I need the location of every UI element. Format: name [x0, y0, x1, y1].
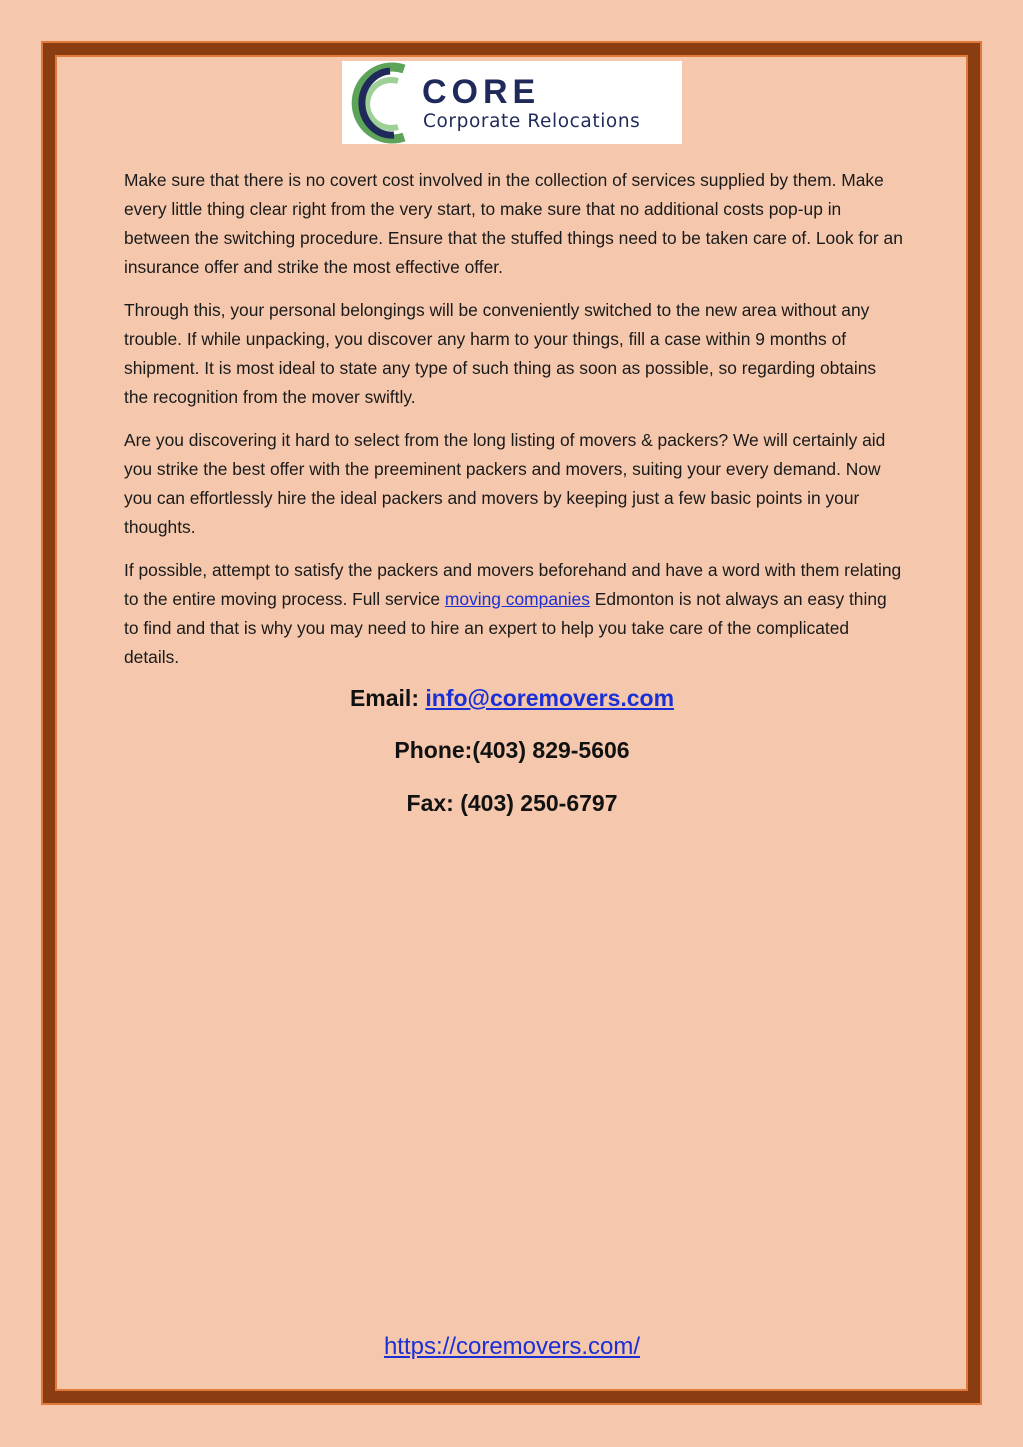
- body-text: [124, 166, 904, 686]
- fax-line: Fax: (403) 250-6797: [406, 790, 618, 816]
- logo-arc-light-green: [367, 80, 398, 128]
- paragraph-2: Through this, your personal belongings will be conveniently switched to the new area without any trouble. If while unpacking, you discover any harm to your things, fill a case within 9 months of shipment. It is most ideal to state any type of such thing as soon as possible, so regarding obtains the recognition from the mover swiftly.: [124, 300, 877, 407]
- phone-line: Phone:(403) 829-5606: [394, 737, 630, 763]
- moving-companies-link[interactable]: moving companies: [444, 589, 590, 609]
- paragraph-4: [124, 556, 904, 672]
- email-label: Email:: [349, 685, 426, 711]
- logo-brand-text: CORE: [422, 73, 541, 111]
- website-link[interactable]: https://coremovers.com/: [383, 1333, 641, 1360]
- paragraph-4-start: If possible, attempt to satisfy the packers and movers beforehand and have a word with them relating to the entire moving process. Full service: [124, 560, 902, 609]
- paragraph-4-end: Edmonton is not always an easy thing to find and that is why you may need to hire an expert to help you take care of the complicated details.: [124, 589, 887, 667]
- paragraph-1: Make sure that there is no covert cost involved in the collection of services supplied by them. Make every little thing clear right from the very start, to make sure that no additional costs pop-up in between the switching procedure. Ensure that the stuffed things need to be taken care of. Look for an insurance offer and strike the most effective offer.: [124, 170, 903, 277]
- paragraph-3: Are you discovering it hard to select from the long listing of movers & packers? We will certainly aid you strike the best offer with the preeminent packers and movers, suiting your every demand. Now you can effortlessly hire the ideal packers and movers by keeping just a few basic points in your thoughts.: [124, 430, 886, 537]
- email-link[interactable]: info@coremovers.com: [425, 685, 675, 711]
- core-logo: [342, 61, 682, 144]
- logo-tagline-text: Corporate Relocations: [423, 111, 641, 132]
- core-logo-graphic: [342, 61, 682, 144]
- email-line: [124, 685, 900, 712]
